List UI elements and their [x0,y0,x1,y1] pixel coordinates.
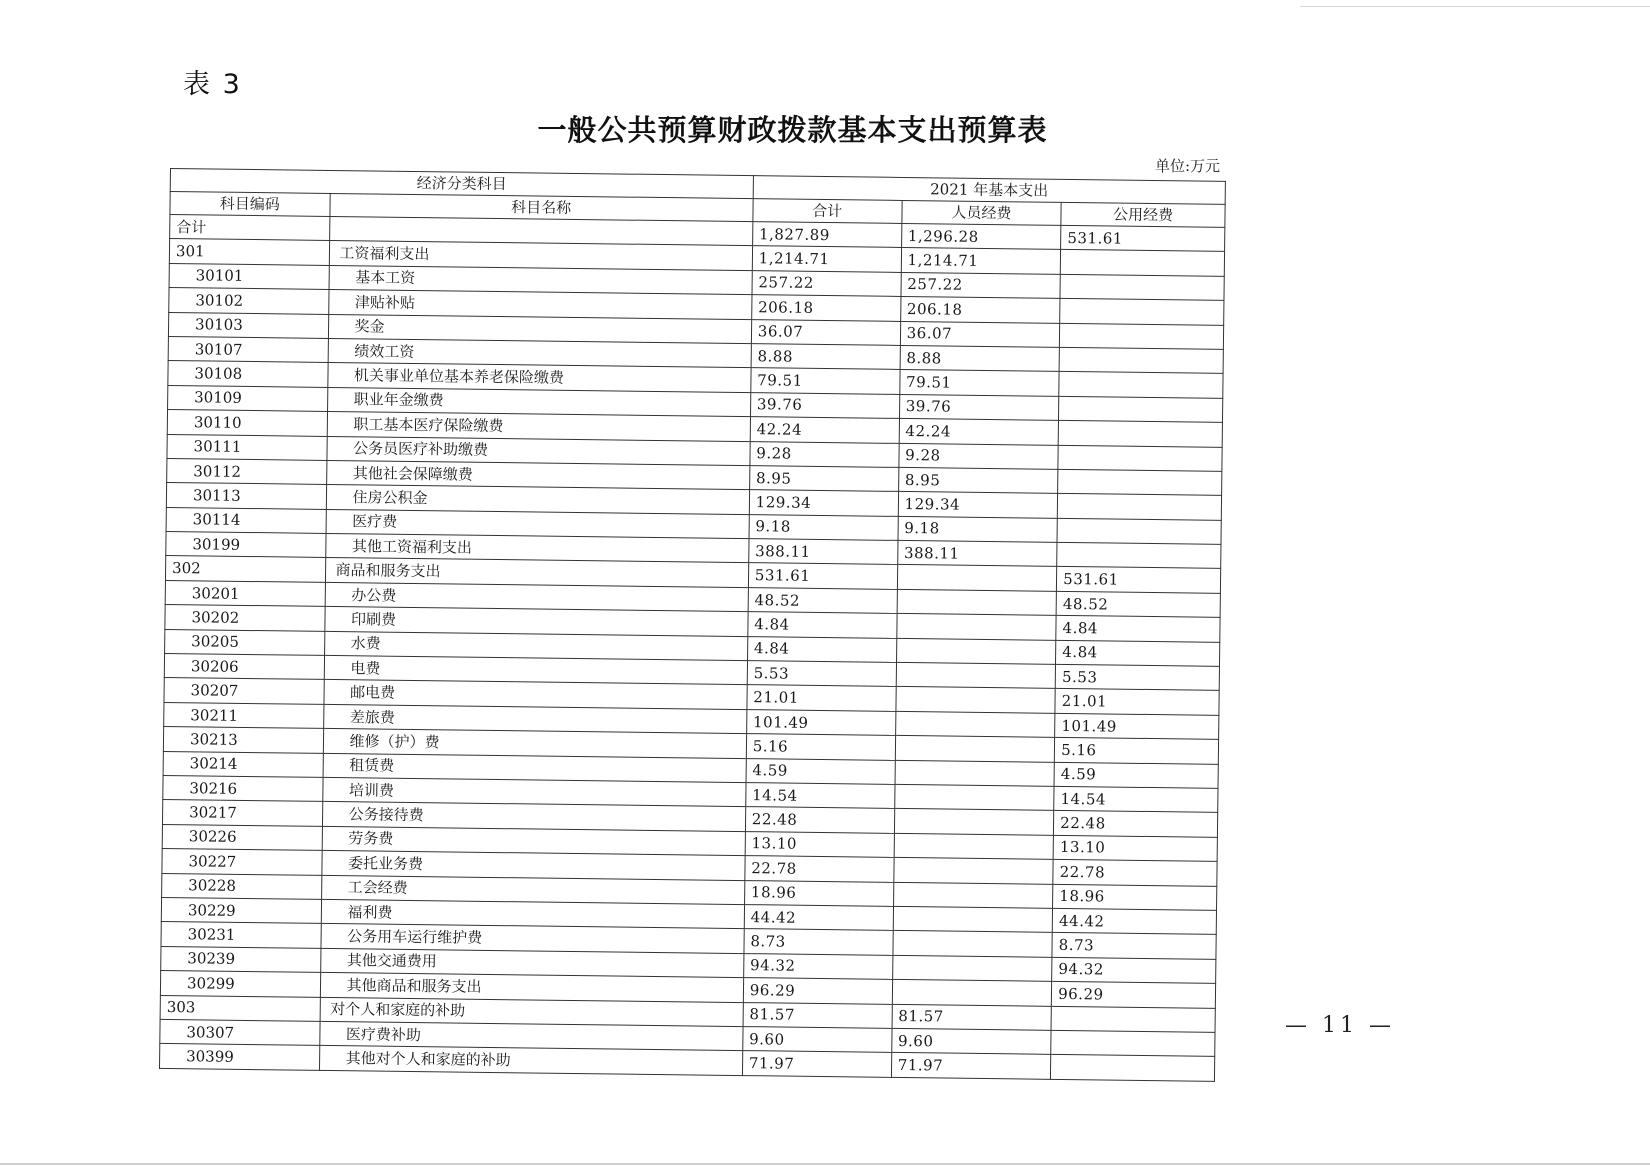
cell-personnel [893,858,1053,884]
cell-public: 48.52 [1056,591,1220,617]
cell-total: 71.97 [742,1051,891,1077]
cell-personnel [893,882,1053,908]
cell-personnel: 9.18 [898,516,1058,542]
cell-code: 30226 [162,824,322,850]
cell-personnel [895,711,1055,737]
cell-code: 30103 [168,312,328,338]
unit-label: 单位:万元 [1154,157,1220,175]
cell-personnel [896,662,1056,688]
cell-personnel: 9.60 [891,1028,1051,1054]
cell-personnel [897,589,1057,615]
cell-personnel [893,931,1053,957]
cell-code: 301 [169,239,329,265]
cell-name: 职业年金缴费 [327,387,751,417]
cell-name: 委托业务费 [321,851,745,881]
cell-total: 9.18 [749,514,898,540]
cell-total: 1,214.71 [752,246,901,272]
cell-code: 30109 [168,385,328,411]
cell-public: 21.01 [1055,689,1219,715]
cell-name: 对个人和家庭的补助 [320,997,744,1027]
cell-personnel [892,955,1052,981]
cell-code: 30299 [160,971,320,997]
cell-public: 18.96 [1053,884,1217,910]
cell-code: 30201 [165,580,325,606]
cell-personnel [896,687,1056,713]
cell-personnel: 257.22 [901,272,1061,298]
cell-total: 14.54 [746,783,895,809]
cell-total: 44.42 [744,905,893,931]
cell-code: 30202 [165,605,325,631]
cell-code: 30229 [161,897,321,923]
header-year-basic: 2021 年基本支出 [753,176,1225,205]
cell-code: 合计 [170,215,330,241]
cell-personnel: 9.28 [899,443,1059,469]
cell-total: 5.53 [747,661,896,687]
cell-personnel: 39.76 [899,394,1059,420]
cell-public: 96.29 [1052,981,1216,1007]
cell-public: 44.42 [1052,908,1216,934]
cell-personnel: 42.24 [899,419,1059,445]
cell-total: 81.57 [743,1002,892,1028]
cell-public [1057,518,1221,544]
cell-name: 租赁费 [323,753,747,783]
cell-total: 79.51 [751,368,900,394]
cell-total: 257.22 [752,270,901,296]
page-number: — 11 — [1285,1013,1395,1038]
cell-total: 21.01 [747,685,896,711]
cell-name: 奖金 [328,314,752,344]
cell-code: 30206 [164,654,324,680]
cell-code: 302 [165,556,325,582]
cell-code: 30399 [160,1044,320,1070]
cell-total: 101.49 [746,709,895,735]
header-code: 科目编码 [170,192,330,217]
cell-name: 公务员医疗补助缴费 [326,436,750,466]
cell-personnel [895,736,1055,762]
cell-code: 30217 [162,800,322,826]
cell-personnel [895,760,1055,786]
cell-code: 30113 [166,483,326,509]
document-title: 一般公共预算财政拨款基本支出预算表 [537,113,1048,147]
cell-personnel: 388.11 [897,540,1057,566]
cell-public [1051,1055,1215,1081]
cell-code: 30239 [161,946,321,972]
cell-name: 福利费 [321,899,745,929]
cell-personnel [896,614,1056,640]
cell-name: 办公费 [325,582,749,612]
cell-public: 13.10 [1053,835,1217,861]
cell-name: 其他工资福利支出 [325,534,749,564]
cell-public: 101.49 [1055,713,1219,739]
cell-public [1057,542,1221,568]
cell-code: 30211 [164,702,324,728]
cell-code: 30205 [165,629,325,655]
cell-code: 30216 [163,775,323,801]
cell-personnel: 8.88 [900,345,1060,371]
cell-total: 8.95 [749,466,898,492]
cell-personnel [896,638,1056,664]
cell-public [1060,323,1224,349]
cell-public: 94.32 [1052,957,1216,983]
cell-name: 商品和服务支出 [325,558,749,588]
cell-personnel: 36.07 [900,321,1060,347]
cell-name: 其他商品和服务支出 [320,973,744,1003]
cell-total: 531.61 [748,563,897,589]
cell-name: 其他对个人和家庭的补助 [319,1046,743,1076]
cell-total: 36.07 [751,319,900,345]
cell-public [1057,494,1221,520]
cell-code: 30227 [162,849,322,875]
cell-name: 公务用车运行维护费 [320,924,744,954]
cell-name: 劳务费 [322,826,746,856]
cell-total: 48.52 [748,587,897,613]
cell-personnel [894,833,1054,859]
cell-name: 其他社会保障缴费 [326,460,750,490]
cell-name: 工资福利支出 [329,241,753,271]
cell-name: 电费 [324,655,748,685]
cell-total: 22.48 [745,807,894,833]
cell-code: 303 [160,995,320,1021]
cell-name: 维修（护）费 [323,729,747,759]
cell-total: 9.60 [743,1026,892,1052]
cell-code: 30228 [162,873,322,899]
header-personnel: 人员经费 [902,200,1062,225]
cell-public: 4.84 [1056,640,1220,666]
cell-personnel [894,809,1054,835]
cell-public [1051,1006,1215,1032]
cell-public [1058,469,1222,495]
cell-name: 培训费 [322,777,746,807]
cell-total: 1,827.89 [752,222,901,248]
cell-personnel [894,784,1054,810]
cell-total: 4.59 [746,758,895,784]
cell-total: 388.11 [748,539,897,565]
cell-name: 基本工资 [329,265,753,295]
scan-edge-top [1300,6,1650,7]
cell-public [1051,1030,1215,1056]
cell-public: 531.61 [1061,225,1225,251]
cell-public: 5.53 [1055,664,1219,690]
cell-public [1058,445,1222,471]
cell-total: 96.29 [743,978,892,1004]
cell-name: 差旅费 [323,704,747,734]
cell-public: 22.48 [1054,811,1218,837]
cell-public [1060,250,1224,276]
cell-total: 129.34 [749,490,898,516]
cell-total: 13.10 [745,831,894,857]
table-label: 表 3 [183,69,242,100]
cell-total: 18.96 [744,880,893,906]
budget-table [159,168,1226,1082]
cell-code: 30307 [160,1019,320,1045]
scan-edge-bottom [0,1163,1650,1165]
cell-personnel: 129.34 [898,492,1058,518]
cell-code: 30111 [167,434,327,460]
cell-public: 531.61 [1057,567,1221,593]
cell-name: 其他交通费用 [320,948,744,978]
cell-total: 8.88 [751,344,900,370]
cell-total: 94.32 [743,953,892,979]
cell-name: 绩效工资 [328,338,752,368]
cell-name: 津贴补贴 [328,290,752,320]
header-economic-class: 经济分类科目 [170,169,753,199]
cell-code: 30101 [169,263,329,289]
cell-code: 30110 [167,410,327,436]
cell-personnel: 1,296.28 [901,223,1061,249]
cell-personnel: 1,214.71 [901,248,1061,274]
cell-public [1060,299,1224,325]
cell-personnel: 81.57 [892,1004,1052,1030]
cell-name: 印刷费 [324,607,748,637]
header-total: 合计 [753,199,902,224]
cell-name: 医疗费补助 [319,1021,743,1051]
cell-name: 职工基本医疗保险缴费 [327,412,751,442]
cell-code: 30108 [168,361,328,387]
cell-public [1059,372,1223,398]
cell-personnel: 79.51 [899,370,1059,396]
budget-body [160,215,1225,1081]
cell-name: 住房公积金 [326,485,750,515]
cell-total: 5.16 [746,734,895,760]
cell-public: 14.54 [1054,786,1218,812]
cell-public [1058,421,1222,447]
cell-personnel: 71.97 [891,1053,1051,1079]
cell-personnel [892,979,1052,1005]
cell-public: 5.16 [1054,738,1218,764]
cell-total: 4.84 [748,612,897,638]
cell-code: 30107 [168,336,328,362]
cell-name: 水费 [324,631,748,661]
cell-name: 工会经费 [321,875,745,905]
cell-public [1060,274,1224,300]
cell-code: 30207 [164,678,324,704]
cell-total: 4.84 [747,636,896,662]
cell-public: 22.78 [1053,859,1217,885]
cell-code: 30214 [163,751,323,777]
cell-total: 22.78 [745,856,894,882]
cell-code: 30114 [166,507,326,533]
cell-name: 公务接待费 [322,802,746,832]
cell-name: 机关事业单位基本养老保险缴费 [327,363,751,393]
cell-code: 30112 [167,458,327,484]
cell-personnel: 8.95 [898,467,1058,493]
cell-total: 206.18 [751,295,900,321]
cell-personnel: 206.18 [900,297,1060,323]
cell-name: 邮电费 [323,680,747,710]
cell-name: 医疗费 [326,509,750,539]
cell-total: 39.76 [750,392,899,418]
cell-total: 8.73 [744,929,893,955]
cell-code: 30231 [161,922,321,948]
cell-public: 8.73 [1052,933,1216,959]
header-public: 公用经费 [1061,202,1225,227]
cell-total: 9.28 [750,441,899,467]
cell-personnel [897,565,1057,591]
header-name: 科目名称 [329,193,753,221]
cell-code: 30213 [163,727,323,753]
cell-public: 4.84 [1056,616,1220,642]
cell-code: 30199 [166,532,326,558]
cell-total: 42.24 [750,417,899,443]
cell-personnel [893,906,1053,932]
cell-public [1059,347,1223,373]
cell-public: 4.59 [1054,762,1218,788]
cell-code: 30102 [169,288,329,314]
cell-public [1059,396,1223,422]
